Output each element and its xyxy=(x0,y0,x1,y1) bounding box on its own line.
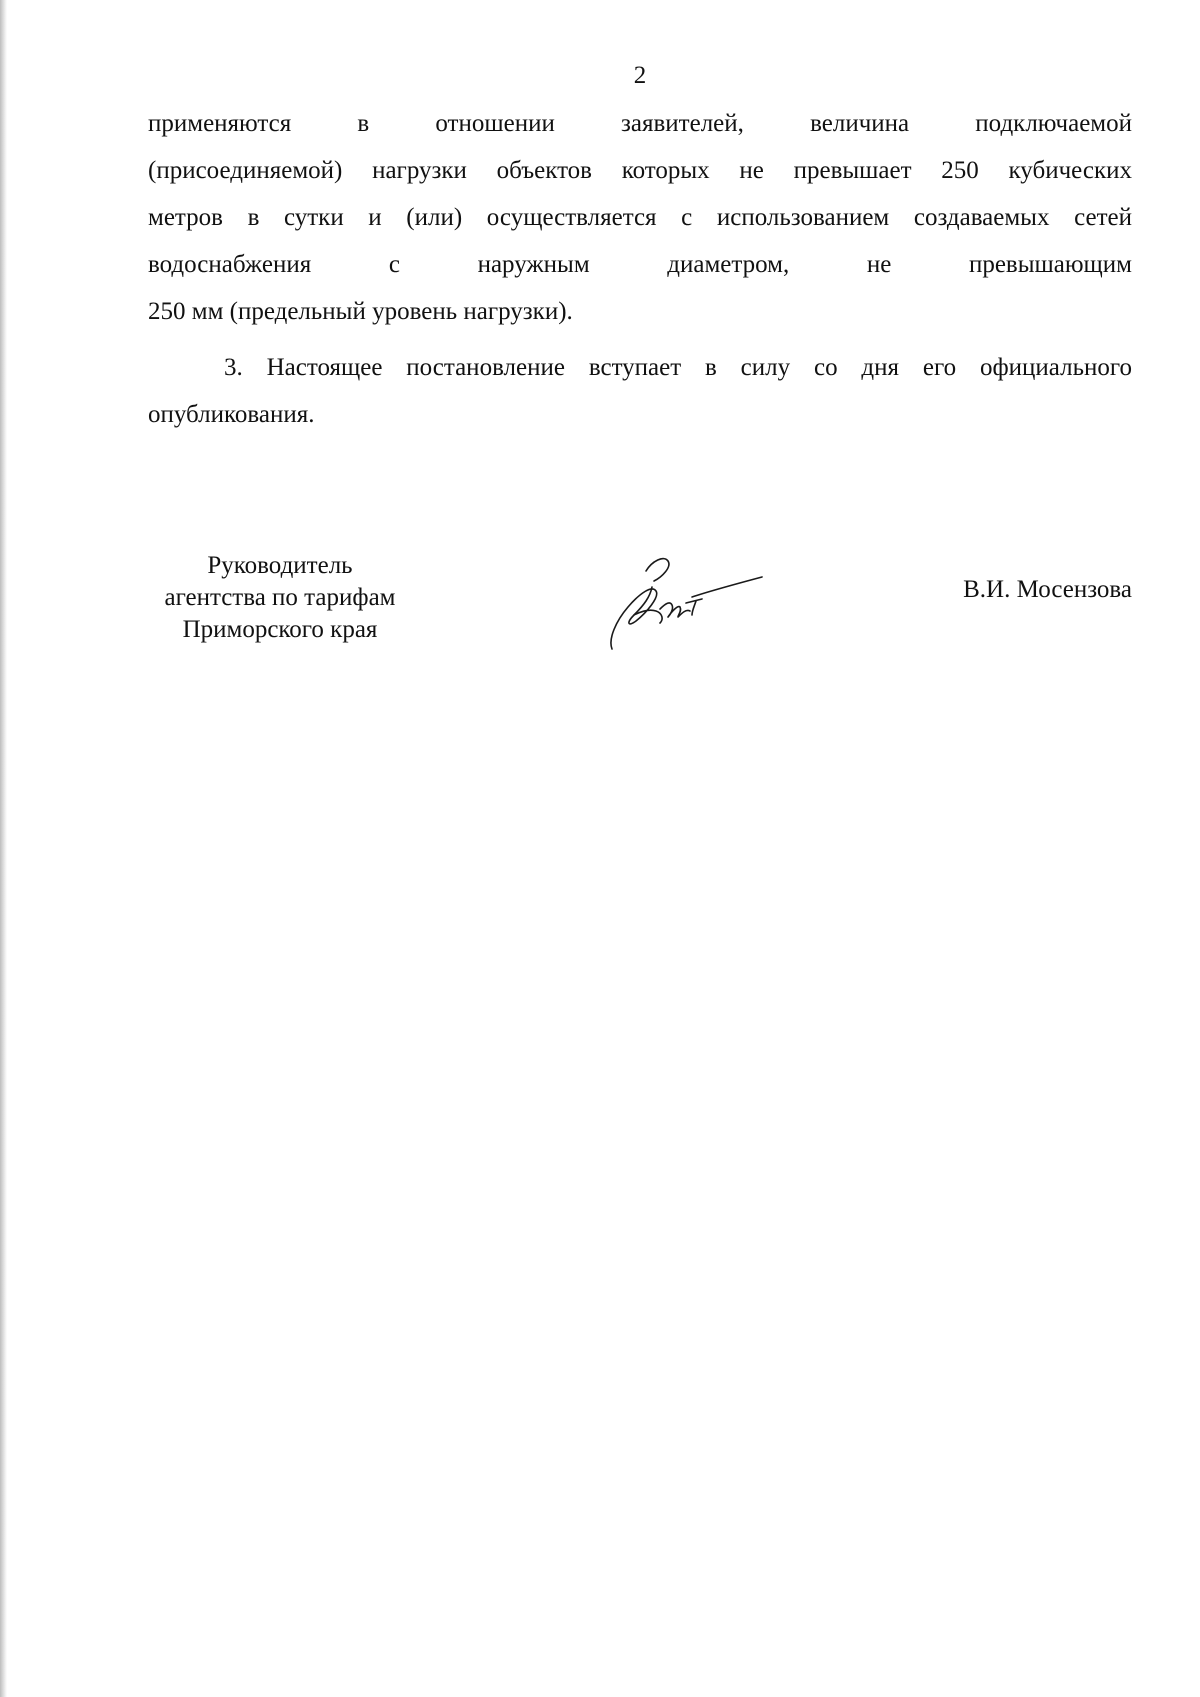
text-line: 3. Настоящее постановление вступает в силу со дня его официального xyxy=(224,354,1132,381)
text-line: применяются в отношении заявителей, величина подключаемой xyxy=(148,110,1132,137)
text-line: опубликования. xyxy=(148,401,315,428)
text-line: метров в сутки и (или) осуществляется с использованием создаваемых сетей xyxy=(148,204,1132,231)
position-line: Приморского края xyxy=(182,616,378,643)
page-number: 2 xyxy=(633,62,647,89)
handwritten-signature xyxy=(606,551,766,653)
paragraph-continuation xyxy=(148,100,1132,335)
paragraph-clause-3 xyxy=(148,344,1132,438)
text-line: 250 мм (предельный уровень нагрузки). xyxy=(148,298,573,325)
scan-left-edge xyxy=(0,0,7,1697)
signatory-name: В.И. Мосензова xyxy=(963,576,1132,603)
position-line: Руководитель xyxy=(207,552,353,579)
text-line: (присоединяемой) нагрузки объектов которых не превышает 250 кубических xyxy=(148,157,1132,184)
text-line: водоснабжения с наружным диаметром, не превышающим xyxy=(148,251,1132,278)
position-line: агентства по тарифам xyxy=(164,584,396,611)
signatory-position xyxy=(130,550,430,646)
